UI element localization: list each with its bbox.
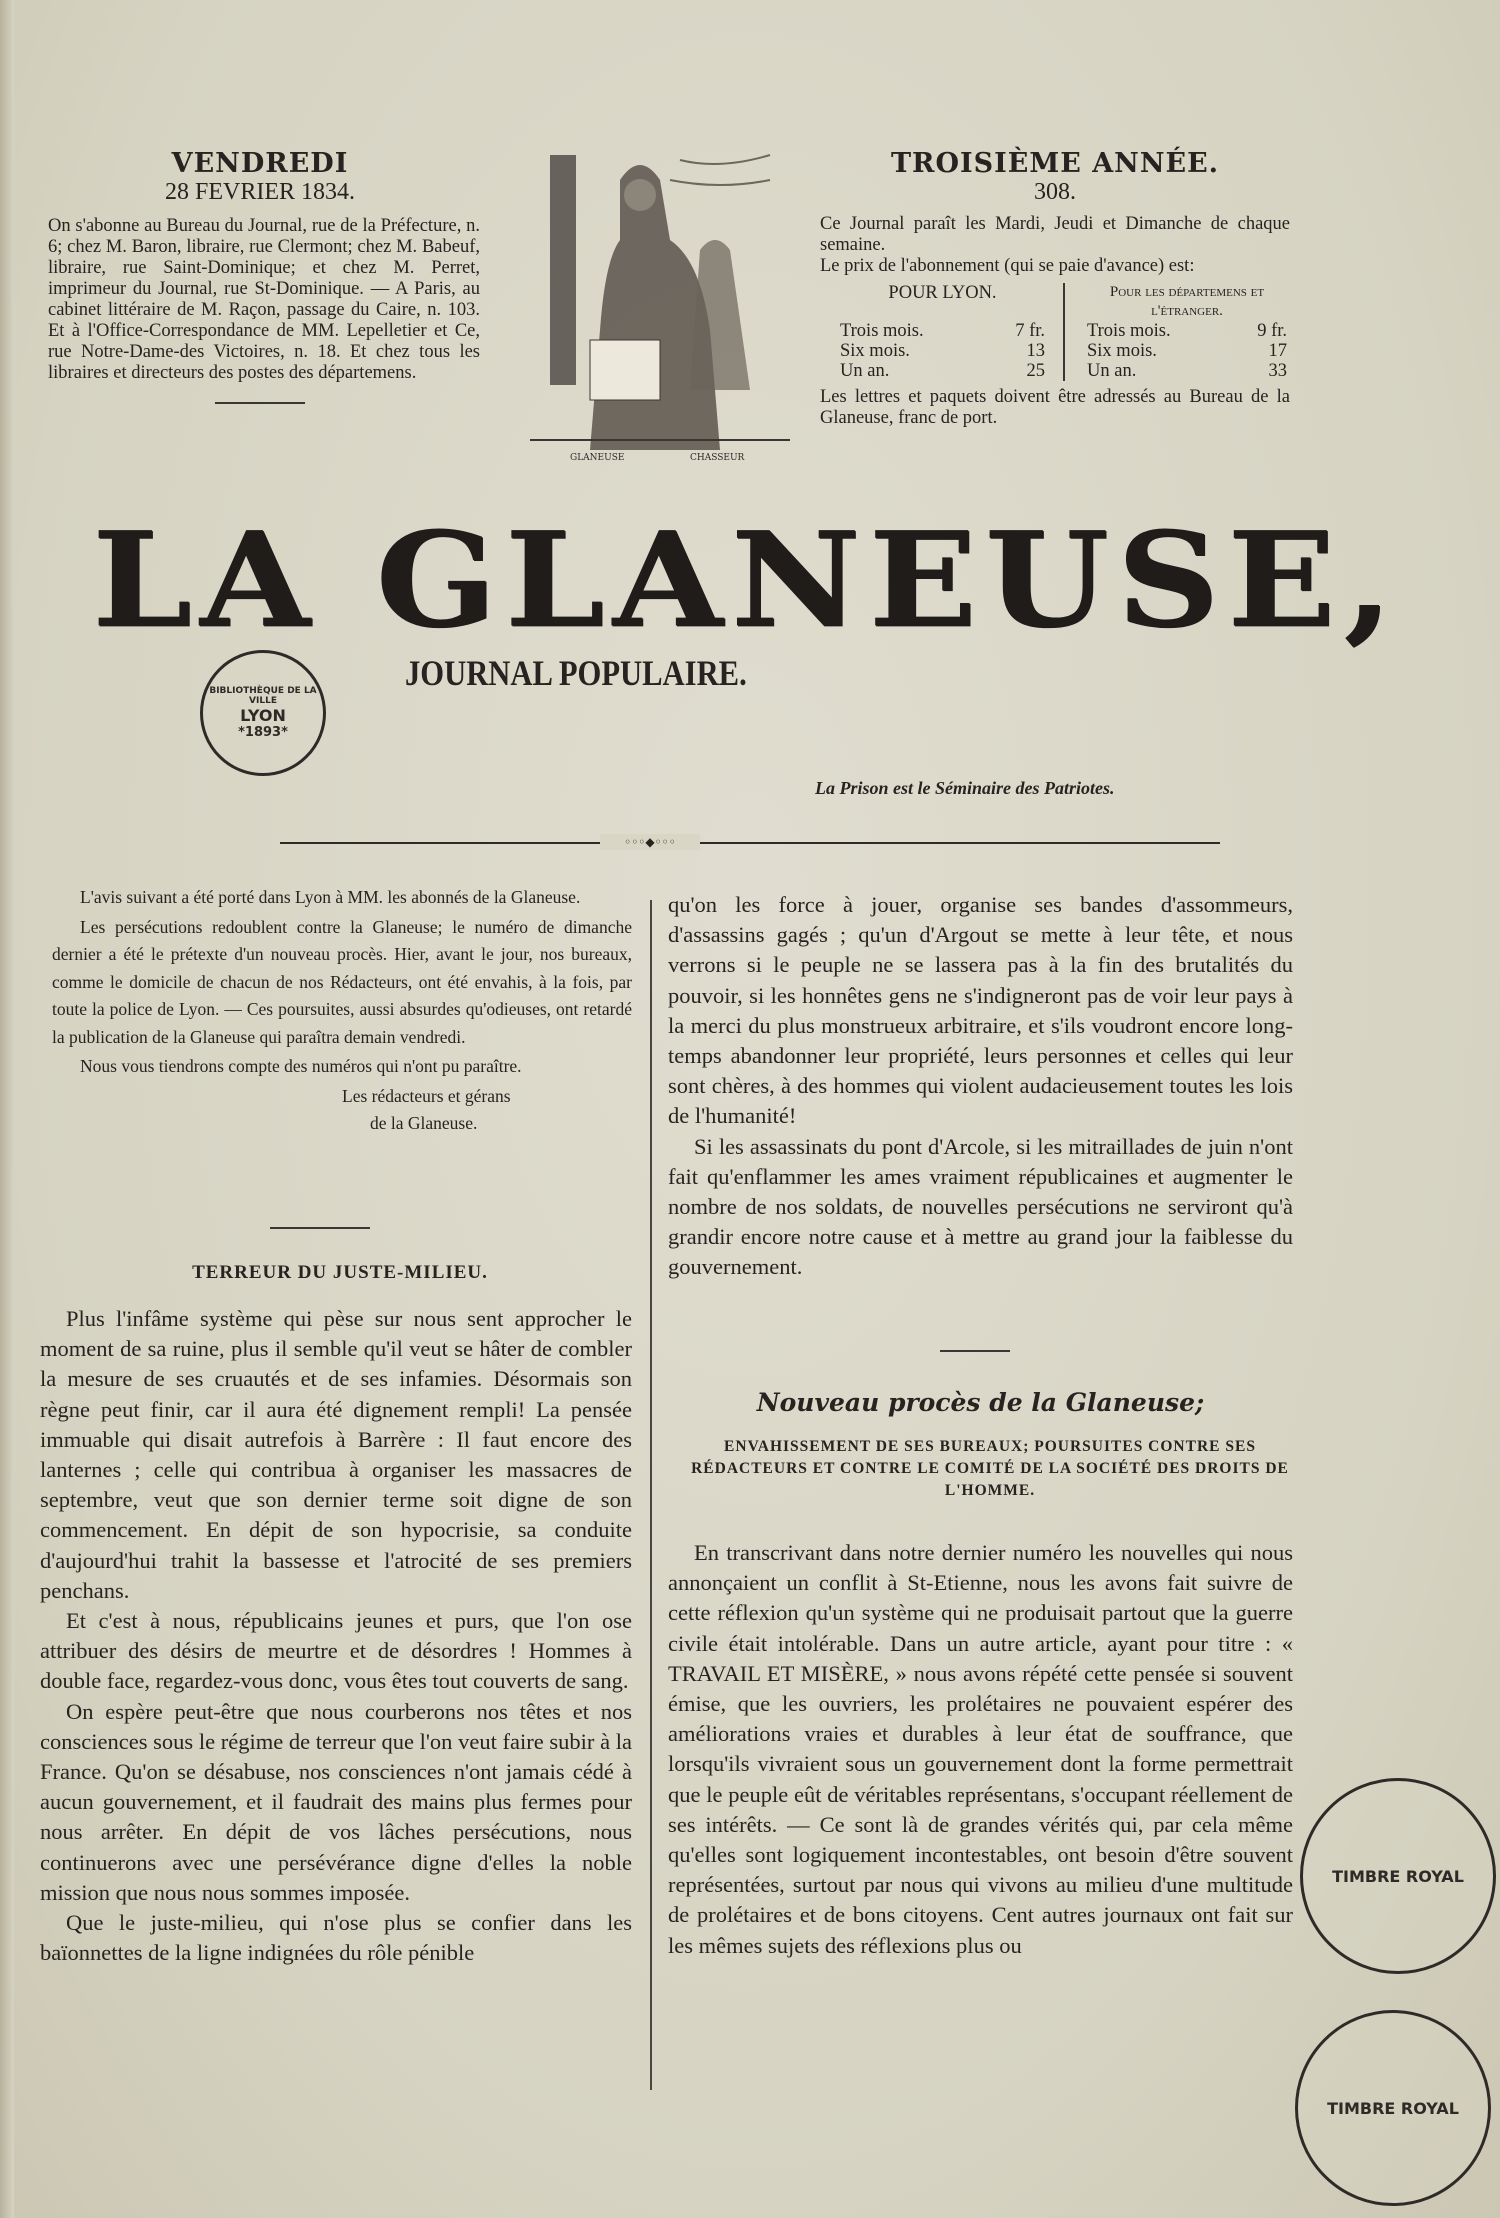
stamp-arc-text: BIBLIOTHÈQUE DE LA VILLE (209, 686, 317, 706)
price-dept-label: Pour les départemens et l'étranger. (1109, 284, 1265, 319)
notice-sign-2: de la Glaneuse. (370, 1113, 478, 1133)
masthead-subtitle: JOURNAL POPULAIRE. (405, 653, 747, 693)
notice-p1: L'avis suivant a été porté dans Lyon à MM. les abonnés de la Glaneuse. (80, 887, 581, 907)
stamp-city: LYON (240, 706, 286, 725)
divider (215, 402, 305, 404)
letters-info: Les lettres et paquets doivent être adressés au Bureau de la Glaneuse, franc de port. (820, 387, 1290, 428)
article2-heading: Nouveau procès de la Glaneuse; (756, 1388, 1205, 1417)
engraving-caption-right: CHASSEUR (690, 453, 745, 463)
paragraph: Si les assassinats du pont d'Arcole, si les mitraillades de juin n'ont fait qu'enflammer les ames vraiment républicaines et augmenter le nombre de nos soldats, de nouvelles persécutions ne serviront qu'à grandir encore notre cause et à mettre au grand jour la faiblesse du gouvernement. (668, 1133, 1293, 1280)
paragraph: On espère peut-être que nous courberons nos têtes et nos consciences sous le régime de terreur que l'on veut faire subir à la France. Qu'on se désabuse, nos consciences n'ont jamais cédé à aucun gouvernement, et il faudrait des mains plus fermes pour nous arrêter. En dépit de vos lâches persécutions, nous continuerons avec une persévérance digne d'elles la noble mission que nous nous sommes imposée. (40, 1698, 632, 1905)
ornament-icon: ◦◦◦◆◦◦◦ (600, 834, 700, 850)
stamp-year: *1893* (238, 725, 288, 740)
schedule: Ce Journal paraît les Mardi, Jeudi et Dimanche de chaque semaine. (820, 214, 1290, 255)
subscription-info: On s'abonne au Bureau du Journal, rue de la Préfecture, n. 6; chez M. Baron, libraire, rue Clermont; chez M. Babeuf, libraire, rue Saint-Dominique; et chez M. Perret, imprimeur du Journal, rue St-Dominique. — A Paris, au cabinet littéraire de M. Raçon, passage du Caire, n. 103. Et à l'Office-Correspondance de MM. Lepelletier et Ce, rue Notre-Dame-des Victoires, n. 18. Et chez tous les libraires et directeurs des postes des départemens. (48, 216, 480, 383)
price-value: 9 fr. (1257, 321, 1287, 341)
divider (940, 1350, 1010, 1352)
price-row (840, 361, 1045, 381)
notice (52, 884, 632, 1138)
price-term: Six mois. (840, 341, 910, 361)
timbre-stamp (1295, 2010, 1491, 2206)
notice-p2: Les persécutions redoublent contre la Glaneuse; le numéro de dimanche dernier a été le prétexte d'un nouveau procès. Hier, avant le jour, nos bureaux, comme le domicile de chacun de nos Rédacteurs, ont été envahis, à la fois, par toute la police de Lyon. — Ces poursuites, aussi absurdes qu'odieuses, ont retardé la publication de la Glaneuse qui paraîtra demain vendredi. (52, 916, 632, 1047)
issue-day: VENDREDI (171, 148, 349, 179)
engraving-caption-left: GLANEUSE (570, 453, 625, 463)
paragraph: Que le juste-milieu, qui n'ose plus se confier dans les baïonnettes de la ligne indignées du rôle pénible (40, 1910, 632, 1966)
stamp-text: TIMBRE ROYAL (1332, 1866, 1464, 1886)
engraving-illustration (530, 140, 790, 470)
volume-year: TROISIÈME ANNÉE. (890, 148, 1220, 179)
price-value: 33 (1268, 361, 1287, 381)
library-stamp (200, 650, 326, 776)
price-term: Trois mois. (1087, 321, 1171, 341)
column-rule (650, 900, 652, 2090)
price-row (1087, 361, 1287, 381)
page-edge (0, 0, 14, 2218)
price-row (1087, 321, 1287, 341)
paragraph: Plus l'infâme système qui pèse sur nous sent approcher le moment de sa ruine, plus il semble qu'il veut se hâter de combler la mesure de ses cruautés et de ses infamies. Désormais son règne peut finir, car il aura été dignement rempli! La pensée immuable qui disait autrefois à Barrère : Il faut encore des lanternes ; celle qui contribua à organiser les massacres de septembre, veut que son dernier terme soit digne de son commencement. En dépit de son hypocrisie, sa conduite d'aujourd'hui trahit la bassesse et l'atrocité de ses premiers penchans. (40, 1306, 632, 1603)
header-left (40, 148, 480, 404)
paragraph: Et c'est à nous, républicains jeunes et purs, que l'on ose attribuer des désirs de meurtre et de désordres ! Hommes à double face, regardez-vous donc, vous êtes tout couverts de sang. (40, 1608, 632, 1694)
price-value: 13 (1026, 341, 1045, 361)
price-row (1087, 341, 1287, 361)
masthead-title: LA GLANEUSE, (92, 503, 1401, 657)
stamp-text: TIMBRE ROYAL (1327, 2098, 1459, 2118)
notice-p3: Nous vous tiendrons compte des numéros qui n'ont pu paraître. (80, 1056, 522, 1076)
ornament-rule (280, 842, 1220, 844)
price-row (840, 321, 1045, 341)
issue-date: 28 FEVRIER 1834. (164, 179, 355, 205)
article1-body (40, 1304, 632, 1968)
price-intro: Le prix de l'abonnement (qui se paie d'avance) est: (820, 256, 1195, 276)
price-term: Trois mois. (840, 321, 924, 341)
article1-heading: TERREUR DU JUSTE-MILIEU. (192, 1262, 488, 1283)
price-lyon-label: POUR LYON. (888, 283, 997, 303)
price-table (820, 283, 1290, 381)
price-term: Six mois. (1087, 341, 1157, 361)
article2-body (668, 1538, 1293, 1961)
price-departements (1065, 283, 1287, 381)
divider (270, 1227, 370, 1229)
price-value: 7 fr. (1015, 321, 1045, 341)
article2-subheading: ENVAHISSEMENT DE SES BUREAUX; POURSUITES CONTRE SES RÉDACTEURS ET CONTRE LE COMITÉ DE LA SOCIÉTÉ DES DROITS DE L'HOMME. (691, 1438, 1289, 1499)
issue-number: 308. (1034, 179, 1076, 205)
price-lyon (820, 283, 1065, 381)
price-value: 25 (1026, 361, 1045, 381)
price-value: 17 (1268, 341, 1287, 361)
price-term: Un an. (1087, 361, 1137, 381)
motto: La Prison est le Séminaire des Patriotes. (815, 778, 1115, 798)
timbre-stamp (1300, 1778, 1496, 1974)
paragraph: qu'on les force à jouer, organise ses bandes d'assommeurs, d'assassins gagés ; qu'un d'Argout se mette à leur tête, et nous verrons si le peuple ne se lassera pas à la fin des brutalités du pouvoir, si les honnêtes gens ne s'indigneront pas de voir leur pays à la merci du plus monstrueux arbitraire, et s'ils voudront encore long-temps abandonner leur propriété, leurs personnes et celles qui leur sont chères, à des hommes qui violent audacieusement toutes les lois de l'humanité! (668, 892, 1293, 1129)
notice-sign-1: Les rédacteurs et gérans (342, 1085, 511, 1106)
header-right (820, 148, 1290, 429)
paragraph: En transcrivant dans notre dernier numéro les nouvelles qui nous annonçaient un conflit à St-Etienne, nous les avons fait suivre de cette réflexion qu'un système qui ne produisait partout que la guerre civile était intolérable. Dans un autre article, ayant pour titre : « TRAVAIL ET MISÈRE, » nous avons répété cette pensée si souvent émise, que les ouvriers, les prolétaires ne pouvaient espérer des améliorations vraies et durables à leur état de souffrance, que lorsqu'ils vivraient sous un gouvernement dont la forme permettrait que le peuple eût de véritables représentans, s'occupant réellement de ses intérêts. — Ce sont là de grandes vérités qui, par cela même qu'elles sont logiquement incontestables, ont besoin d'être souvent représentées, surtout par nous qui vivons au milieu d'une multitude de prolétaires et de bons citoyens. Cent autres journaux ont fait sur les mêmes sujets des réflexions plus ou (668, 1540, 1293, 1958)
column2-body (668, 890, 1293, 1283)
price-row (840, 341, 1045, 361)
price-term: Un an. (840, 361, 890, 381)
